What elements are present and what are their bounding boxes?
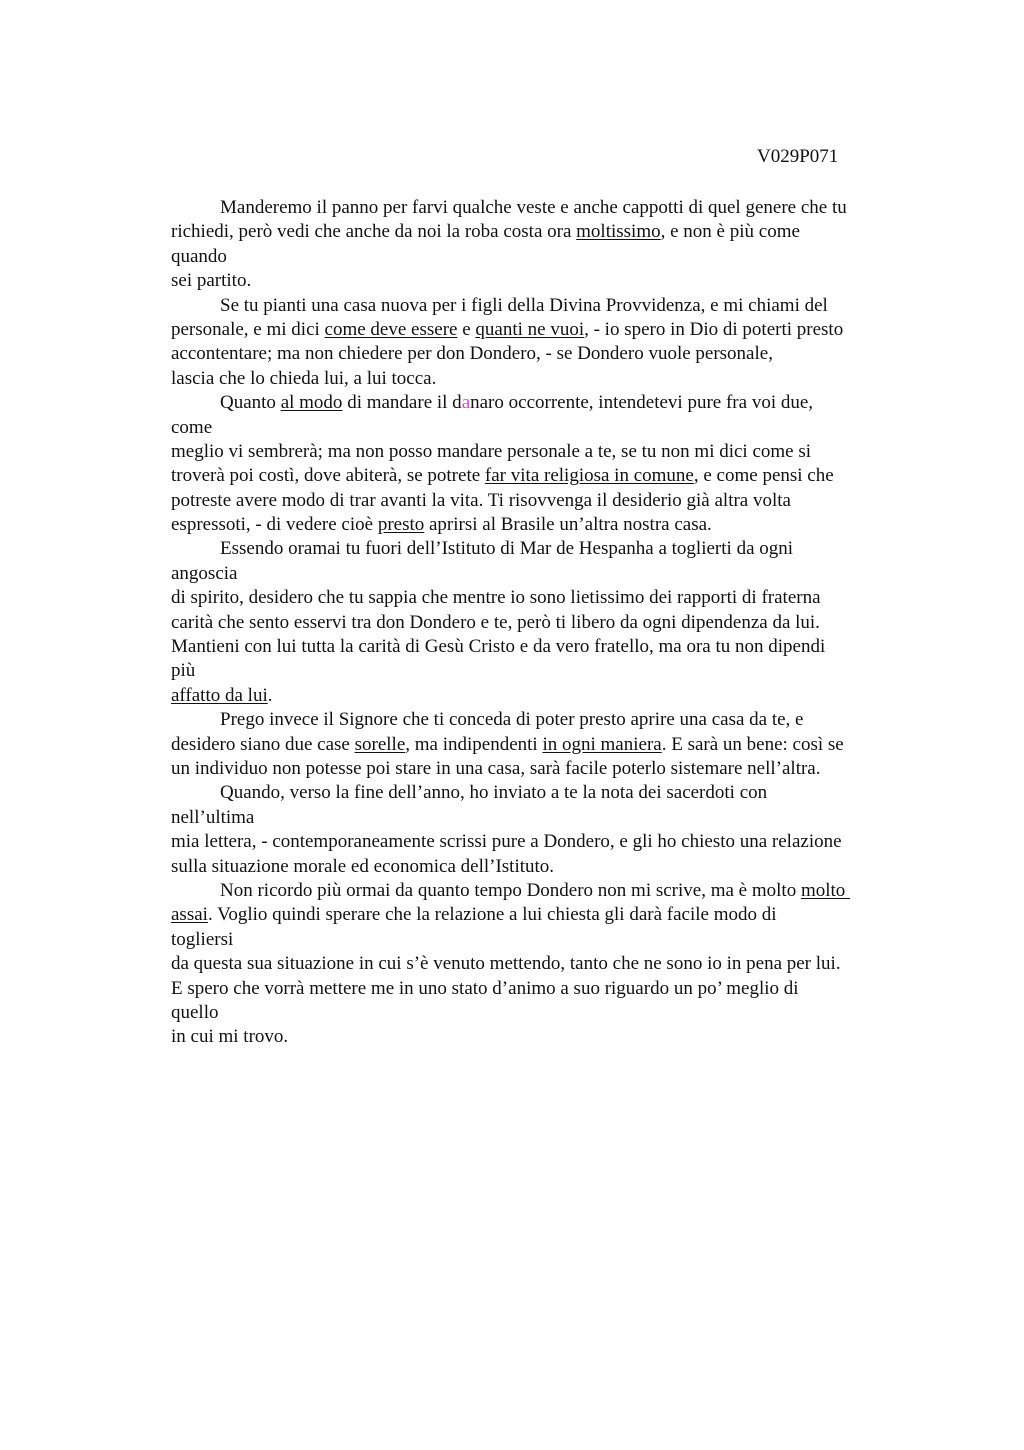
text-segment: aprirsi al Brasile un’altra nostra casa.: [424, 514, 712, 536]
text-line: [171, 318, 850, 342]
underlined-phrase: in ogni maniera: [542, 733, 662, 755]
text-segment: Se tu pianti una casa nuova per i figli della Divina Provvidenza, e mi chiami del: [220, 294, 828, 316]
text-line: [171, 269, 850, 293]
underlined-phrase: far vita religiosa in comune: [484, 465, 694, 487]
text-segment: mia lettera, - contemporaneamente scrissi pure a Dondero, e gli ho chiesto una relazione: [171, 831, 842, 853]
text-segment: Non ricordo più ormai da quanto tempo Dondero non mi scrive, ma è molto: [220, 879, 801, 901]
text-segment: personale, e mi dici: [171, 318, 325, 340]
text-segment: , e come pensi che: [693, 465, 834, 487]
underlined-phrase: assai: [171, 904, 208, 926]
text-segment: quando: [171, 245, 227, 267]
text-line: [171, 684, 850, 708]
text-line: [171, 757, 850, 781]
text-segment: Quando, verso la fine dell’anno, ho inviato a te la nota dei sacerdoti con: [220, 782, 768, 804]
paragraph-first-line: [171, 391, 850, 415]
text-segment: di spirito, desidero che tu sappia che mentre io sono lietissimo dei rapporti di fraterna: [171, 587, 821, 609]
text-segment: Prego invece il Signore che ti conceda di poter presto aprire una casa da te, e: [220, 709, 804, 731]
underlined-phrase: sorelle: [354, 733, 406, 755]
text-segment: , ma indipendenti: [405, 733, 543, 755]
text-segment: un individuo non potesse poi stare in una casa, sarà facile poterlo sistemare nell’altra.: [171, 757, 821, 779]
text-line: [171, 806, 850, 830]
text-line: [171, 416, 850, 440]
text-segment: Essendo oramai tu fuori dell’Istituto di Mar de Hespanha a toglierti da ogni: [220, 538, 794, 560]
text-segment: quello: [171, 1001, 219, 1023]
text-segment: desidero siano due case: [171, 733, 355, 755]
text-segment: troverà poi costì, dove abiterà, se potrete: [171, 465, 485, 487]
page-identifier: V029P071: [757, 146, 839, 167]
text-segment: espressoti, - di vedere cioè: [171, 514, 378, 536]
text-segment: lascia che lo chieda lui, a lui tocca.: [171, 367, 437, 389]
text-segment: , e non è più come: [660, 221, 800, 243]
text-segment: Quanto: [220, 392, 281, 414]
text-line: [171, 952, 850, 976]
text-line: [171, 903, 850, 927]
text-line: [171, 342, 850, 366]
text-line: [171, 733, 850, 757]
text-line: [171, 440, 850, 464]
text-line: [171, 220, 850, 244]
text-segment: sulla situazione morale ed economica dell’Istituto.: [171, 855, 555, 877]
text-line: [171, 611, 850, 635]
paragraph-first-line: [171, 708, 850, 732]
text-line: [171, 586, 850, 610]
text-segment: accontentare; ma non chiedere per don Dondero, - se Dondero vuole personale,: [171, 343, 773, 365]
text-line: [171, 513, 850, 537]
text-line: [171, 855, 850, 879]
text-segment: di mandare il d: [342, 392, 462, 414]
underlined-phrase: come deve essere: [324, 318, 458, 340]
text-segment: in cui mi trovo.: [171, 1026, 289, 1048]
text-line: [171, 928, 850, 952]
underlined-phrase: affatto da lui: [171, 684, 268, 706]
text-line: [171, 1025, 850, 1049]
text-segment: Mantieni con lui tutta la carità di Gesù Cristo e da vero fratello, ma ora tu non dipendi: [171, 636, 826, 658]
text-segment: , - io spero in Dio di poterti presto: [584, 318, 844, 340]
text-segment: carità che sento esservi tra don Dondero e te, però ti libero da ogni dipendenza da lui.: [171, 611, 820, 633]
highlighted-letter: a: [461, 392, 471, 414]
text-line: [171, 977, 850, 1001]
text-segment: E spero che vorrà mettere me in uno stato d’animo a suo riguardo un po’ meglio di: [171, 977, 799, 999]
text-segment: Manderemo il panno per farvi qualche veste e anche cappotti di quel genere che tu: [220, 197, 847, 218]
underlined-phrase: quanti ne vuoi: [475, 318, 585, 340]
text-segment: .: [267, 684, 273, 706]
text-segment: togliersi: [171, 928, 234, 950]
letter-body: [171, 196, 850, 1050]
text-segment: da questa sua situazione in cui s’è venuto mettendo, tanto che ne sono io in pena per lui.: [171, 953, 841, 975]
text-segment: come: [171, 416, 213, 438]
paragraph-first-line: [171, 781, 850, 805]
text-line: [171, 1001, 850, 1025]
text-line: [171, 635, 850, 659]
text-segment: potreste avere modo di trar avanti la vita. Ti risovvenga il desiderio già altra volta: [171, 489, 791, 511]
text-line: [171, 830, 850, 854]
underlined-phrase: presto: [377, 514, 425, 536]
text-line: [171, 245, 850, 269]
text-segment: . E sarà un bene: così se: [661, 733, 844, 755]
text-segment: più: [171, 660, 196, 682]
text-segment: e: [457, 318, 476, 340]
text-segment: meglio vi sembrerà; ma non posso mandare personale a te, se tu non mi dici come si: [171, 440, 812, 462]
text-line: [171, 367, 850, 391]
paragraph-first-line: [171, 294, 850, 318]
paragraph-first-line: [171, 879, 850, 903]
text-line: [171, 489, 850, 513]
text-segment: nell’ultima: [171, 806, 255, 828]
text-segment: naro occorrente, intendetevi pure fra voi due,: [470, 392, 814, 414]
paragraph-first-line: [171, 537, 850, 561]
text-segment: . Voglio quindi sperare che la relazione a lui chiesta gli darà facile modo di: [207, 904, 777, 926]
underlined-phrase: moltissimo: [576, 221, 661, 243]
text-segment: richiedi, però vedi che anche da noi la roba costa ora: [171, 221, 577, 243]
text-segment: angoscia: [171, 562, 238, 584]
text-segment: sei partito.: [171, 270, 252, 292]
text-line: [171, 562, 850, 586]
text-line: [171, 464, 850, 488]
underlined-phrase: al modo: [280, 392, 343, 414]
underlined-phrase: molto: [800, 879, 851, 901]
text-line: [171, 659, 850, 683]
paragraph-first-line: [171, 196, 850, 220]
